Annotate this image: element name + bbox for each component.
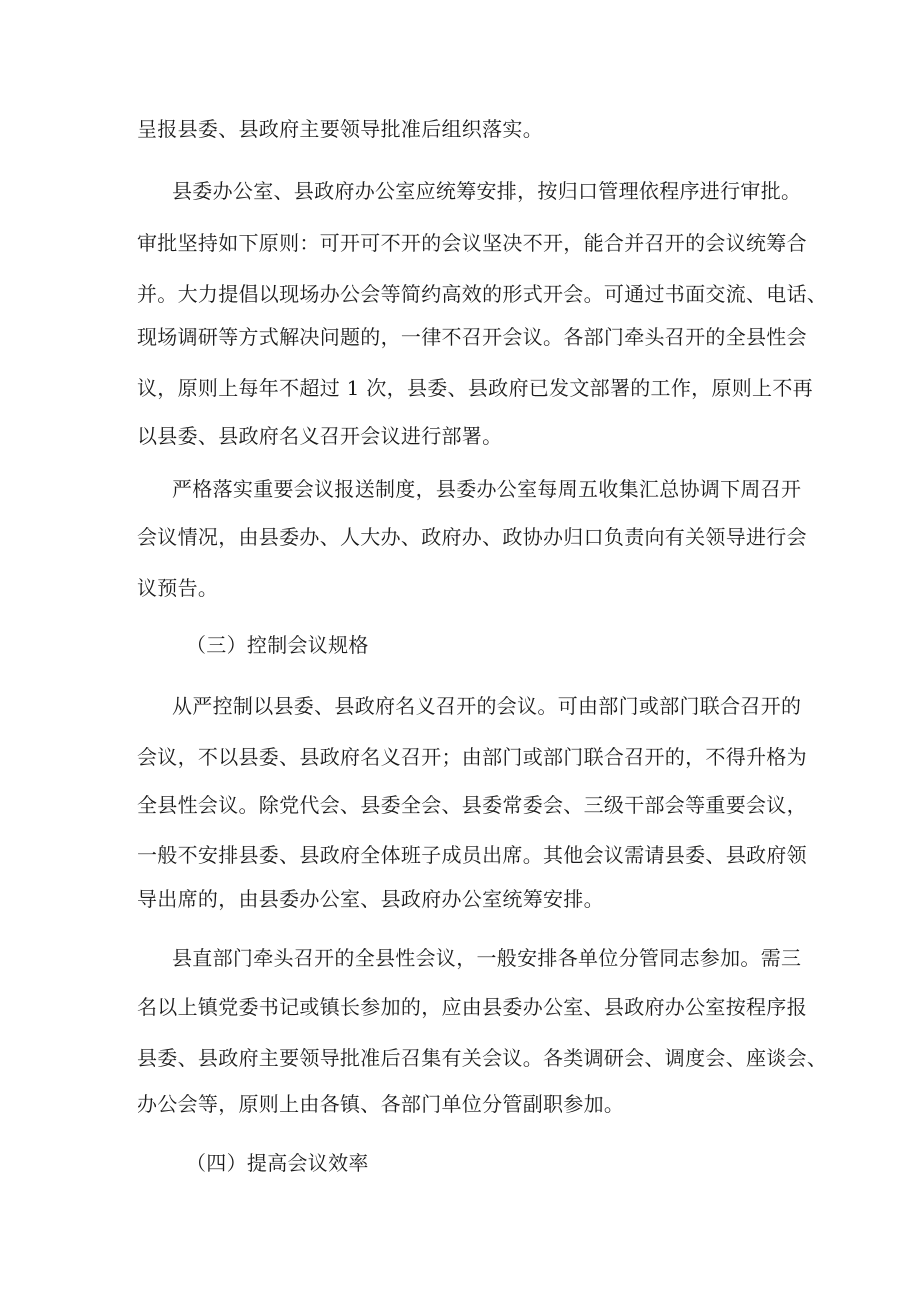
paragraph-line: 呈报县委、县政府主要领导批准后组织落实。 xyxy=(137,117,543,141)
paragraph-line: 从严控制以县委、县政府名义召开的会议。可由部门或部门联合召开的 xyxy=(172,694,802,718)
paragraph-line: 严格落实重要会议报送制度，县委办公室每周五收集汇总协调下周召开 xyxy=(172,477,802,501)
paragraph-line: 议，原则上每年不超过 1 次，县委、县政府已发文部署的工作，原则上不再 xyxy=(137,376,813,400)
paragraph-line: 议预告。 xyxy=(137,576,219,600)
paragraph-line: 办公会等，原则上由各镇、各部门单位分管副职参加。 xyxy=(137,1092,625,1116)
paragraph-line: 导出席的，由县委办公室、县政府办公室统筹安排。 xyxy=(137,887,604,911)
section-heading: （三）控制会议规格 xyxy=(186,633,369,657)
paragraph-line: 以县委、县政府名义召开会议进行部署。 xyxy=(137,424,503,448)
section-heading: （四）提高会议效率 xyxy=(186,1151,369,1175)
paragraph-line: 现场调研等方式解决问题的，一律不召开会议。各部门牵头召开的全县性会 xyxy=(137,325,807,349)
paragraph-line: 全县性会议。除党代会、县委全会、县委常委会、三级干部会等重要会议， xyxy=(137,793,807,817)
paragraph-line: 名以上镇党委书记或镇长参加的，应由县委办公室、县政府办公室按程序报 xyxy=(137,995,807,1019)
paragraph-line: 县委办公室、县政府办公室应统筹安排，按归口管理依程序进行审批。 xyxy=(172,179,802,203)
paragraph-line: 并。大力提倡以现场办公会等简约高效的形式开会。可通过书面交流、电话、 xyxy=(137,282,828,306)
paragraph-line: 会议情况，由县委办、人大办、政府办、政协办归口负责向有关领导进行会 xyxy=(137,525,807,549)
paragraph-line: 审批坚持如下原则：可开可不开的会议坚决不开，能合并召开的会议统筹合 xyxy=(137,231,807,255)
paragraph-line: 县委、县政府主要领导批准后召集有关会议。各类调研会、调度会、座谈会、 xyxy=(137,1046,828,1070)
paragraph-line: 会议，不以县委、县政府名义召开；由部门或部门联合召开的，不得升格为 xyxy=(137,745,807,769)
paragraph-line: 一般不安排县委、县政府全体班子成员出席。其他会议需请县委、县政府领 xyxy=(137,843,807,867)
paragraph-line: 县直部门牵头召开的全县性会议，一般安排各单位分管同志参加。需三 xyxy=(172,946,802,970)
